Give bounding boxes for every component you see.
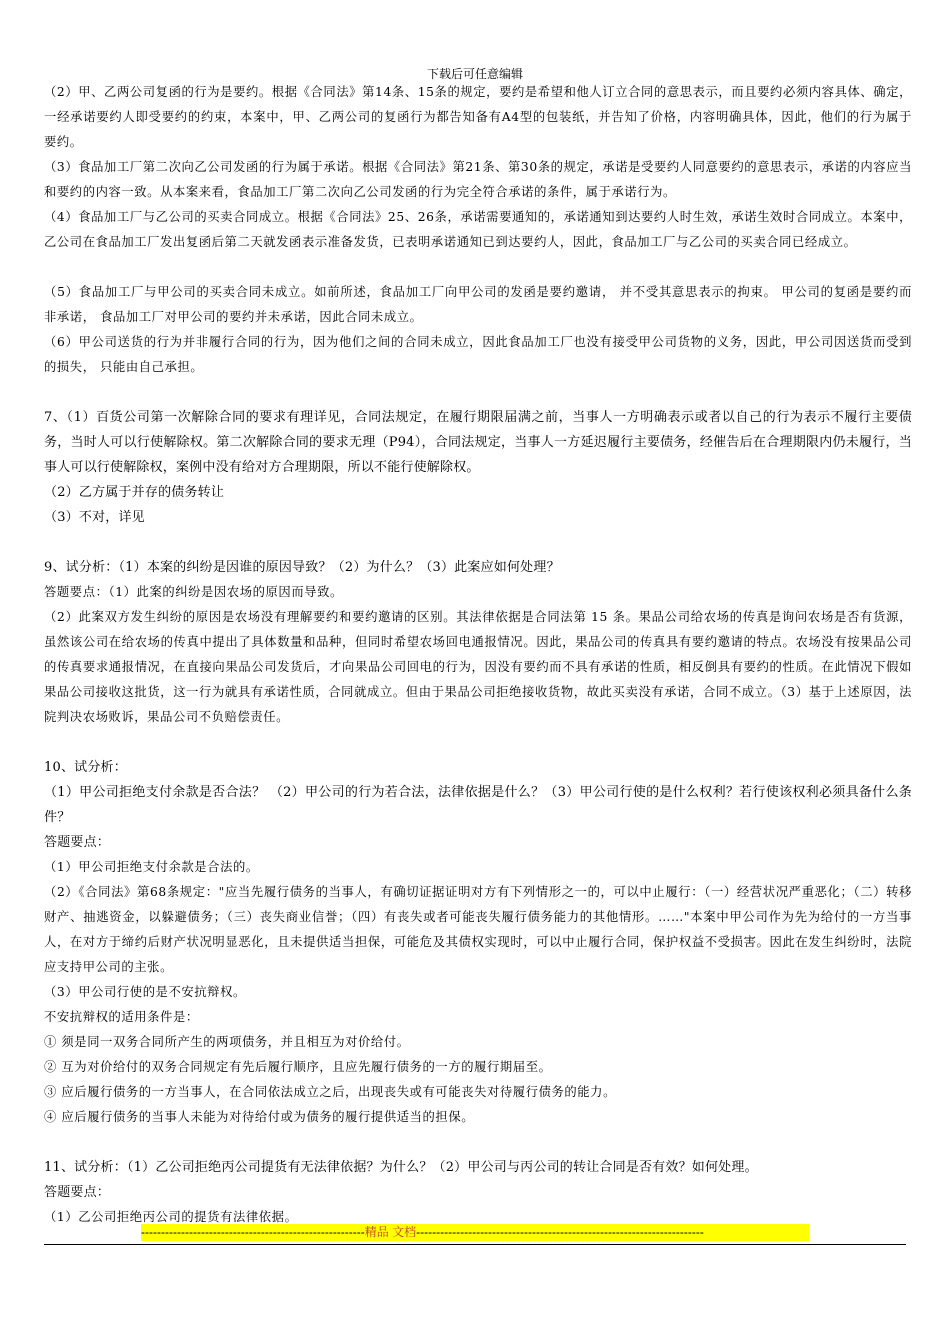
question-9-title: 9、试分析：（1）本案的纠纷是因谁的原因导致？（2）为什么？（3）此案应如何处理？ [44,560,560,575]
paragraph-5-not-formed: （5）食品加工厂与甲公司的买卖合同未成立。如前所述，食品加工厂向甲公司的发函是要约邀请， 并不受其意思表示的拘束。 甲公司的复函是要约而非承诺， 食品加工厂对甲公司的要约并未承诺，因此合同未成立。 [44,285,912,324]
condition-1: ① 须是同一双务合同所产生的两项债务，并且相互为对价给付。 [44,1035,410,1049]
footer-left-dashes: -------------------------------------------------------- [141,1225,365,1239]
condition-3: ③ 应后履行债务的一方当事人，在合同依法成立之后，出现丧失或有可能丧失对待履行债务的能力。 [44,1085,616,1099]
question-7-answer: 7、（1）百货公司第一次解除合同的要求有理详见，合同法规定，在履行期限届满之前，当事人一方明确表示或者以自己的行为表示不履行主要债务，当时人可以行使解除权。第二次解除合同的要求无理（P94），合同法规定，当事人一方延迟履行主要债务，经催告后在合理期限内仍未履行，当事人可以行使解除权，案例中没有给对方合理期限，所以不能行使解除权。 [44,410,912,475]
footer-label: 精品 文档 [364,1225,417,1239]
conditions-heading: 不安抗辩权的适用条件是： [44,1010,199,1024]
paragraph-3-acceptance: （3）食品加工厂第二次向乙公司发函的行为属于承诺。根据《合同法》第21条、第30条的规定，承诺是受要约人同意要约的意思表示，承诺的内容应当和要约的内容一致。从本案来看，食品加工厂第二次向乙公司发函的行为完全符合承诺的条件，属于承诺行为。 [44,160,912,199]
question-9-key-points: 答题要点：（1）此案的纠纷是因农场的原因而导致。 [44,585,343,599]
question-9-analysis: （2）此案双方发生纠纷的原因是农场没有理解要约和要约邀请的区别。其法律依据是合同法第 15 条。果品公司给农场的传真是询问农场是否有货源，虽然该公司在给农场的传真中提出了具体数量和品种，但同时希望农场回电通报情况。因此，果品公司的传真具有要约邀请的特点。农场没有按果品公司的传真要求通报情况，在直接向果品公司发货后，才向果品公司回电的行为，因没有要约而不具有承诺的性质，相反倒具有要约的性质。在此情况下假如果品公司接收这批货，这一行为就具有承诺性质，合同就成立。但由于果品公司拒绝接收货物，故此买卖没有承诺，合同不成立。（3）基于上述原因，法院判决农场败诉，果品公司不负赔偿责任。 [44,610,912,724]
question-11-point-1: （1）乙公司拒绝丙公司的提货有法律依据。 [44,1210,298,1224]
question-11-key-points-label: 答题要点： [44,1185,111,1200]
paragraph-4-contract: （4）食品加工厂与乙公司的买卖合同成立。根据《合同法》25、26条，承诺需要通知的，承诺通知到达要约人时生效，承诺生效时合同成立。本案中，乙公司在食品加工厂发出复函后第二天就发函表示准备发货，已表明承诺通知已到达要约人，因此，食品加工厂与乙公司的买卖合同已经成立。 [44,210,912,249]
page-header: 下载后可任意编辑 [426,67,523,81]
question-10-point-3: （3）甲公司行使的是不安抗辩权。 [44,985,246,999]
question-10-key-points-label: 答题要点： [44,835,111,850]
condition-4: ④ 应后履行债务的当事人未能为对待给付或为债务的履行提供适当的担保。 [44,1110,475,1124]
condition-2: ② 互为对价给付的双务合同规定有先后履行顺序，且应先履行债务的一方的履行期届至。 [44,1060,552,1074]
paragraph-2-offer: （2）甲、乙两公司复函的行为是要约。根据《合同法》第14条、15条的规定，要约是希望和他人订立合同的意思表示，而且要约必须内容具体、确定，一经承诺要约人即受要约的约束，本案中，甲、乙两公司的复函行为都告知备有A4型的包装纸，并告知了价格，内容明确具体，因此，他们的行为属于要约。 [44,85,912,149]
paragraph-6-delivery: （6）甲公司送货的行为并非履行合同的行为，因为他们之间的合同未成立，因此食品加工厂也没有接受甲公司货物的义务，因此，甲公司因送货而受到的损失， 只能由自己承担。 [44,335,912,374]
question-7-part-3: （3）不对，详见 [44,510,145,525]
footer-banner [141,1224,809,1241]
question-10-point-2: （2）《合同法》第68条规定："应当先履行债务的当事人，有确切证据证明对方有下列情形之一的，可以中止履行：（一）经营状况严重恶化；（二）转移财产、抽逃资金，以躲避债务；（三）丧失商业信誉；（四）有丧失或者可能丧失履行债务能力的其他情形。……"本案中甲公司作为先为给付的一方当事人，在对方于缔约后财产状况明显恶化，且未提供适当担保，可能危及其债权实现时，可以中止履行合同，保护权益不受损害。因此在发生纠纷时，法院应支持甲公司的主张。 [44,885,912,974]
question-10-title: 10、试分析： [44,760,127,775]
question-10-point-1: （1）甲公司拒绝支付余款是合法的。 [44,860,259,874]
footer-divider [44,1244,906,1245]
footer-right-dashes: ------------------------------------------------------------------------ [416,1225,704,1239]
question-11-title: 11、试分析：（1）乙公司拒绝丙公司提货有无法律依据？为什么？（2）甲公司与丙公司的转让合同是否有效？如何处理。 [44,1160,758,1175]
question-7-part-2: （2）乙方属于并存的债务转让 [44,485,225,500]
question-10-questions: （1）甲公司拒绝支付余款是否合法？ （2）甲公司的行为若合法，法律依据是什么？（3）甲公司行使的是什么权利？若行使该权利必须具备什么条件？ [44,785,912,825]
